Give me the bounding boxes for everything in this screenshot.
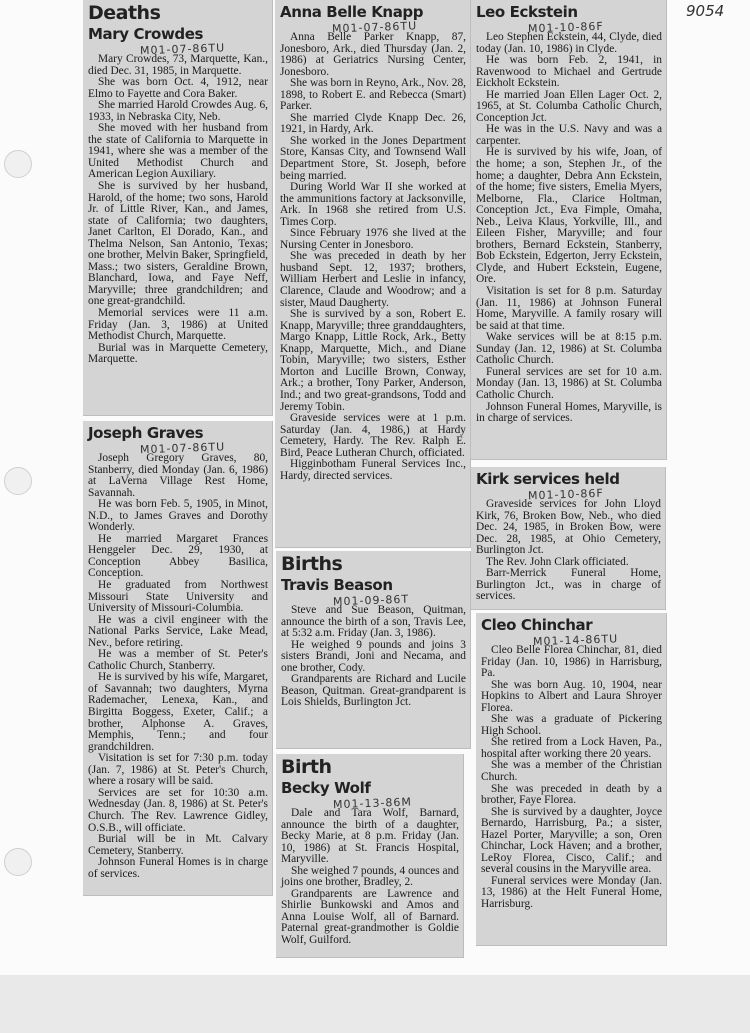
handwritten-note: M01-09-86T xyxy=(332,592,410,609)
article-heading: Kirk services held xyxy=(476,470,620,488)
paragraph: Barr-Merrick Funeral Home, Burlington Jct., was in charge of services. xyxy=(476,567,661,603)
handwritten-note: M01-14-86TU xyxy=(532,632,619,649)
paragraph: He is survived by his wife, Margaret, of Savannah; two daughters, Myrna Rademacher, Lenexa, Kan., and Birgitta Boggess, Exeter, Calif.; a brother, Alphonse A. Graves, Memphis, Tenn.; and four grandchildren. xyxy=(88,671,268,753)
paragraph: Graveside services were at 1 p.m. Saturday (Jan. 4, 1986,) at Hardy Cemetery, Hardy. The Rev. Ralph E. Bird, Peace Lutheran Church, officiated. xyxy=(280,412,466,459)
article-heading: Travis Beason xyxy=(281,576,393,594)
handwritten-note: M01-07-86TU xyxy=(331,19,418,36)
paragraph: She moved with her husband from the state of California to Marquette in 1941, where she was a member of the United Methodist Church and American Legion Auxiliary. xyxy=(88,122,268,181)
article-body xyxy=(476,32,662,425)
article-body xyxy=(88,453,268,880)
article-becky-wolf xyxy=(276,754,464,958)
section-heading: Births xyxy=(281,553,343,575)
paragraph: Wake services will be at 8:15 p.m. Sunday (Jan. 12, 1986) at St. Columba Catholic Church. xyxy=(476,331,662,367)
paragraph: Johnson Funeral Homes is in charge of services. xyxy=(88,856,268,880)
paragraph: He is survived by his wife, Joan, of the home; a son, Stephen Jr., of the home; a daughter, Debra Ann Eckstein, of the home; five sisters, Emelia Myers, Melborne, Fla., Clarice Holtman, Conception Jct., Eva Fimple, Omaha, Neb., Leiva Klaus, Yorkville, Ill., and Eileen Fisher, Maryville; and four brothers, Bernard Eckstein, Stanberry, Bob Eckstein, Edgerton, Jerry Eckstein, Clyde, and Hubert Eckstein, Eugene, Ore. xyxy=(476,146,662,286)
paragraph: Since February 1976 she lived at the Nursing Center in Jonesboro. xyxy=(280,227,466,251)
article-body xyxy=(481,645,662,911)
paragraph: Leo Stephen Eckstein, 44, Clyde, died today (Jan. 10, 1986) in Clyde. xyxy=(476,31,662,55)
paragraph: She is survived by a daughter, Joyce Bernardo, Harrisburg, Pa.; a sister, Hazel Porter, Maryville; a son, Oren Chinchar, Lock Haven; and a brother, LeRoy Florea, Cisco, Calif.; and several cousins in the Maryville area. xyxy=(481,805,662,876)
article-body xyxy=(88,54,268,366)
handwritten-note: M01-07-86TU xyxy=(139,440,226,457)
article-joseph-graves xyxy=(83,421,273,896)
paragraph: He was born Feb. 2, 1941, in Ravenwood to Michael and Gertrude Eickholt Eckstein. xyxy=(476,54,662,90)
paragraph: Services are set for 10:30 a.m. Wednesday (Jan. 8, 1986) at St. Peter's Church. The Rev. Lawrence Gidley, O.S.B., will officiate. xyxy=(88,786,268,834)
article-body xyxy=(281,605,466,709)
paragraph: He was a civil engineer with the National Parks Service, Lake Mead, Nev., before retiring. xyxy=(88,613,268,649)
paragraph: The Rev. John Clark officiated. xyxy=(486,555,629,568)
paragraph: He was in the U.S. Navy and was a carpenter. xyxy=(476,123,662,147)
paragraph: Funeral services are set for 10 a.m. Monday (Jan. 13, 1986) at St. Columba Catholic Church. xyxy=(476,365,662,401)
handwritten-note: M01-10-86F xyxy=(527,19,604,36)
section-heading: Deaths xyxy=(88,2,161,24)
handwritten-note: M01-07-86TU xyxy=(139,41,226,58)
article-body xyxy=(280,32,466,482)
article-heading: Becky Wolf xyxy=(281,779,371,797)
paragraph: He married Margaret Frances Henggeler Dec. 29, 1930, at Conception Abbey Basilica, Conception. xyxy=(88,532,268,580)
punch-hole xyxy=(4,150,32,178)
paragraph: Steve and Sue Beason, Quitman, announce the birth of a son, Travis Lee, at 5:32 a.m. Friday (Jan. 3, 1986). xyxy=(281,604,466,640)
paragraph: Mary Crowdes, 73, Marquette, Kan., died Dec. 31, 1985, in Marquette. xyxy=(88,53,268,77)
paragraph: Grandparents are Lawrence and Shirlie Bunkowski and Amos and Anna Louise Wolf, all of Barnard. Paternal great-grandmother is Goldie Wolf, Guilford. xyxy=(281,887,459,947)
article-heading: Mary Crowdes xyxy=(88,25,204,43)
paragraph: She is survived by her husband, Harold, of the home; two sons, Harold Jr. of Little River, Kan., and James, state of California; two daughters, Janet Carlton, El Dorado, Kan., and Thelma Nelson, San Antonio, Texas; one brother, Melvin Baker, Springfield, Mass.; two sisters, Geraldine Brown, Blanchard, Iowa, and Faye Neff, Maryville; three grandchildren; and one great-grandchild. xyxy=(88,180,268,308)
paragraph: He was a member of St. Peter's Catholic Church, Stanberry. xyxy=(88,648,268,672)
article-anna-belle-knapp xyxy=(275,0,471,548)
article-heading: Joseph Graves xyxy=(88,424,204,442)
paragraph: She retired from a Lock Haven, Pa., hospital after working there 20 years. xyxy=(481,736,662,760)
paragraph: Visitation is set for 8 p.m. Saturday (Jan. 11, 1986) at Johnson Funeral Home, Maryville. A family rosary will be said at that time. xyxy=(476,285,662,332)
punch-hole xyxy=(4,848,32,876)
paragraph: She married Clyde Knapp Dec. 26, 1921, in Hardy, Ark. xyxy=(280,111,466,136)
paragraph: Burial was in Marquette Cemetery, Marquette. xyxy=(88,341,268,366)
paragraph: Funeral services were Monday (Jan. 13, 1986) at the Helt Funeral Home, Harrisburg. xyxy=(481,874,662,911)
paragraph: He was born Feb. 5, 1905, in Minot, N.D., to James Graves and Dorothy Wonderly. xyxy=(88,498,268,534)
article-heading: Leo Eckstein xyxy=(476,3,578,21)
paragraph: Visitation is set for 7:30 p.m. today (Jan. 7, 1986) at St. Peter's Church, where a rosary will be said. xyxy=(88,752,268,788)
paragraph: He weighed 9 pounds and joins 3 sisters Brandi, Joni and Necama, and one brother, Cody. xyxy=(281,638,466,674)
handwritten-note: M01-10-86F xyxy=(527,486,604,503)
article-cleo-chinchar xyxy=(476,613,667,946)
paragraph: He married Joan Ellen Lager Oct. 2, 1965, at St. Columba Catholic Church, Conception Jct. xyxy=(476,88,662,124)
paragraph: Graveside services for John Lloyd Kirk, 76, Broken Bow, Neb., who died Dec. 24, 1985, in Broken Bow, were Dec. 28, 1985, at Ohio Cemetery, Burlington Jct. xyxy=(476,498,661,557)
paragraph: She married Harold Crowdes Aug. 6, 1933, in Nebraska City, Neb. xyxy=(88,99,268,123)
paragraph: Dale and Tara Wolf, Barnard, announce the birth of a daughter, Becky Marie, at 8 p.m. Friday (Jan. 10, 1986) at St. Francis Hospital, Maryville. xyxy=(281,807,459,866)
paragraph: He graduated from Northwest Missouri State University and University of Missouri-Columbia. xyxy=(88,579,268,615)
paragraph: Anna Belle Parker Knapp, 87, Jonesboro, Ark., died Thursday (Jan. 2, 1986) at Geriatrics Nursing Center, Jonesboro. xyxy=(280,31,466,78)
paragraph: She weighed 7 pounds, 4 ounces and joins one brother, Bradley, 2. xyxy=(281,864,459,889)
paragraph: She is survived by a son, Robert E. Knapp, Maryville; three granddaughters, Margo Knapp, Little Rock, Ark., Betty Knapp, Marquette, Mich., and Diane Tobin, Maryville; two sisters, Esther Morton and Lucille Brown, Conway, Ark.; a brother, Tony Parker, Anderson, Ind.; and two great-grandsons, Todd and Jeremy Tobin. xyxy=(280,308,466,413)
paragraph: Cleo Belle Florea Chinchar, 81, died Friday (Jan. 10, 1986) in Harrisburg, Pa. xyxy=(481,644,662,680)
paragraph: She was a graduate of Pickering High School. xyxy=(481,713,662,737)
article-body xyxy=(476,499,661,603)
paragraph: Joseph Gregory Graves, 80, Stanberry, died Monday (Jan. 6, 1986) at LaVerna Village Rest Home, Savannah. xyxy=(88,452,268,499)
paragraph: She was born in Reyno, Ark., Nov. 28, 1898, to Robert E. and Rebecca (Smart) Parker. xyxy=(280,77,466,113)
paragraph: Grandparents are Richard and Lucile Beason, Quitman. Great-grandparent is Lois Shields, Burlington Jct. xyxy=(281,673,466,709)
handwritten-note: M01-13-86M xyxy=(332,795,413,812)
article-leo-eckstein xyxy=(471,0,667,460)
article-body xyxy=(281,808,459,947)
paragraph: She was a member of the Christian Church. xyxy=(481,759,662,784)
article-travis-beason xyxy=(276,551,471,749)
paragraph: She was preceded in death by a brother, Faye Florea. xyxy=(481,782,662,807)
article-heading: Cleo Chinchar xyxy=(481,616,593,634)
article-heading: Anna Belle Knapp xyxy=(280,3,424,21)
article-mary-crowdes xyxy=(83,0,273,416)
paragraph: Johnson Funeral Homes, Maryville, is in charge of services. xyxy=(476,400,662,425)
punch-hole xyxy=(4,467,32,495)
paragraph: She was born Oct. 4, 1912, near Elmo to Fayette and Cora Baker. xyxy=(88,76,268,100)
section-heading: Birth xyxy=(281,756,332,778)
paragraph: She was born Aug. 10, 1904, near Hopkins to Albert and Laura Shroyer Florea. xyxy=(481,678,662,714)
page-number: 9054 xyxy=(686,2,725,20)
paragraph: During World War II she worked at the ammunitions factory at Jacksonville, Ark. In 1968 she retired from U.S. Times Corp. xyxy=(280,181,466,228)
paragraph: Higginbotham Funeral Services Inc., Hardy, directed services. xyxy=(280,458,466,482)
paragraph: She was preceded in death by her husband Sept. 12, 1937; brothers, William Herbert and Leslie in infancy, Clarence, Claude and Woodrow; and a sister, Maud Daugherty. xyxy=(280,250,466,309)
paragraph: Memorial services were 11 a.m. Friday (Jan. 3, 1986) at United Methodist Church, Marquette. xyxy=(88,307,268,343)
paragraph: Burial will be in Mt. Calvary Cemetery, Stanberry. xyxy=(88,833,268,857)
paragraph: She worked in the Jones Department Store, Kansas City, and Townsend Wall Department Store, St. Joseph, before being married. xyxy=(280,134,466,182)
article-kirk-services xyxy=(471,467,666,610)
